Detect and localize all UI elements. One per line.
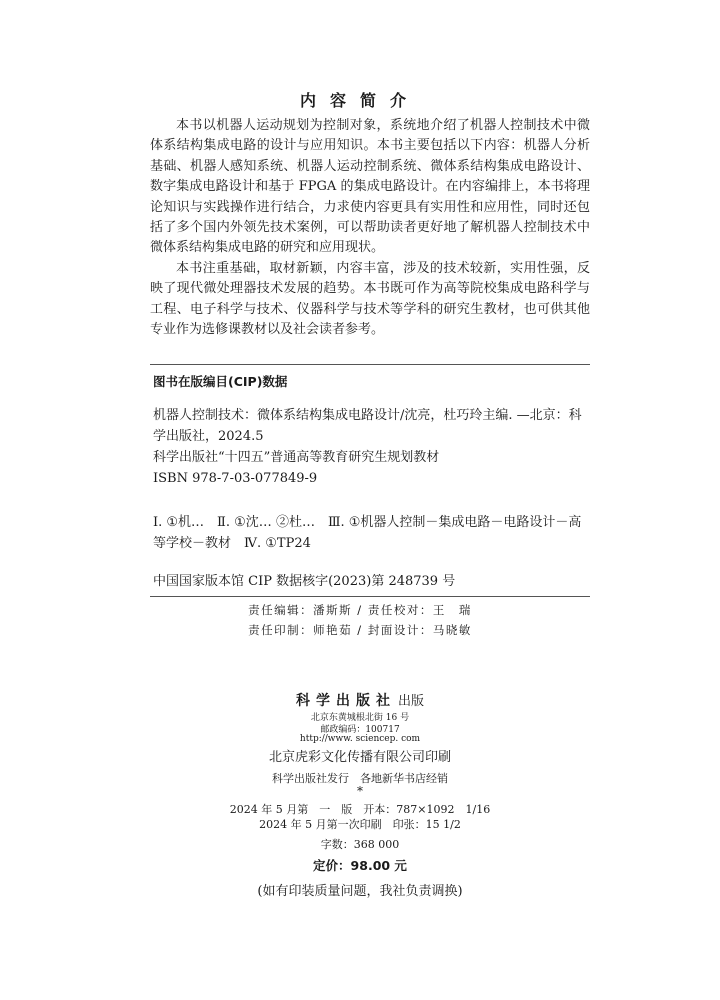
word-count: 字数：368 000	[320, 838, 400, 851]
publisher-website: http://www. sciencep. com	[299, 734, 421, 744]
quality-notice: (如有印装质量问题，我社负责调换)	[257, 884, 463, 899]
publisher-line	[0, 690, 720, 710]
publisher-suffix: 出版	[397, 694, 424, 709]
credits-editors: 责任编辑：潘斯斯 / 责任校对：王 瑞	[248, 603, 472, 617]
publisher-postcode: 邮政编码：100717	[320, 725, 400, 735]
separator-star: *	[357, 784, 363, 798]
cip-classification: Ⅰ. ①机… Ⅱ. ①沈… ②杜… Ⅲ. ①机器人控制－集成电路－电路设计－高等学校－教材 Ⅳ. ①TP24	[153, 515, 582, 551]
edition-line-2: 2024 年 5 月第一次印刷 印张：15 1/2	[259, 818, 461, 831]
cip-title: 图书在版编目(CIP)数据	[153, 374, 288, 389]
summary-title: 内容简介	[299, 91, 420, 110]
cip-record-number: 中国国家版本馆 CIP 数据核字(2023)第 248739 号	[153, 574, 456, 589]
summary-body	[150, 116, 590, 340]
credits-production: 责任印制：师艳茹 / 封面设计：马晓敏	[248, 623, 472, 637]
cip-isbn: ISBN 978-7-03-077849-9	[153, 471, 318, 486]
price: 定价：98.00 元	[313, 858, 407, 873]
cip-bottom-divider	[150, 596, 590, 597]
publisher-name: 科学出版社	[295, 693, 396, 709]
edition-line-1: 2024 年 5 月第 一 版 开本：787×1092 1/16	[229, 803, 491, 816]
distribution: 科学出版社发行 各地新华书店经销	[272, 772, 448, 785]
publisher-address: 北京东黄城根北街 16 号	[310, 713, 410, 723]
cip-top-divider	[150, 364, 590, 365]
cip-series: 科学出版社“十四五”普通高等教育研究生规划教材	[153, 450, 440, 465]
cip-catalog-entry: 机器人控制技术：微体系结构集成电路设计/沈亮，杜巧玲主编. —北京：科学出版社，2024.5	[153, 408, 582, 444]
summary-paragraph-1: 本书以机器人运动规划为控制对象，系统地介绍了机器人控制技术中微体系结构集成电路的设计与应用知识。本书主要包括以下内容：机器人分析基础、机器人感知系统、机器人运动控制系统、微体系结构集成电路设计、数字集成电路设计和基于 FPGA 的集成电路设计。在内容编排上，本书将理论知识与实践操作进行结合，力求使内容更具有实用性和应用性，同时还包括了多个国内外领先技术案例，可以帮助读者更好地了解机器人控制技术中微体系结构集成电路的研究和应用现状。	[150, 118, 590, 256]
cip-entry	[153, 405, 593, 489]
printer: 北京虎彩文化传播有限公司印刷	[268, 750, 451, 765]
summary-paragraph-2: 本书注重基础，取材新颖，内容丰富，涉及的技术较新，实用性强，反映了现代微处理器技术发展的趋势。本书既可作为高等院校集成电路科学与工程、电子科学与技术、仪器科学与技术等学科的研究生教材，也可供其他专业作为选修课教材以及社会读者参考。	[150, 260, 590, 338]
